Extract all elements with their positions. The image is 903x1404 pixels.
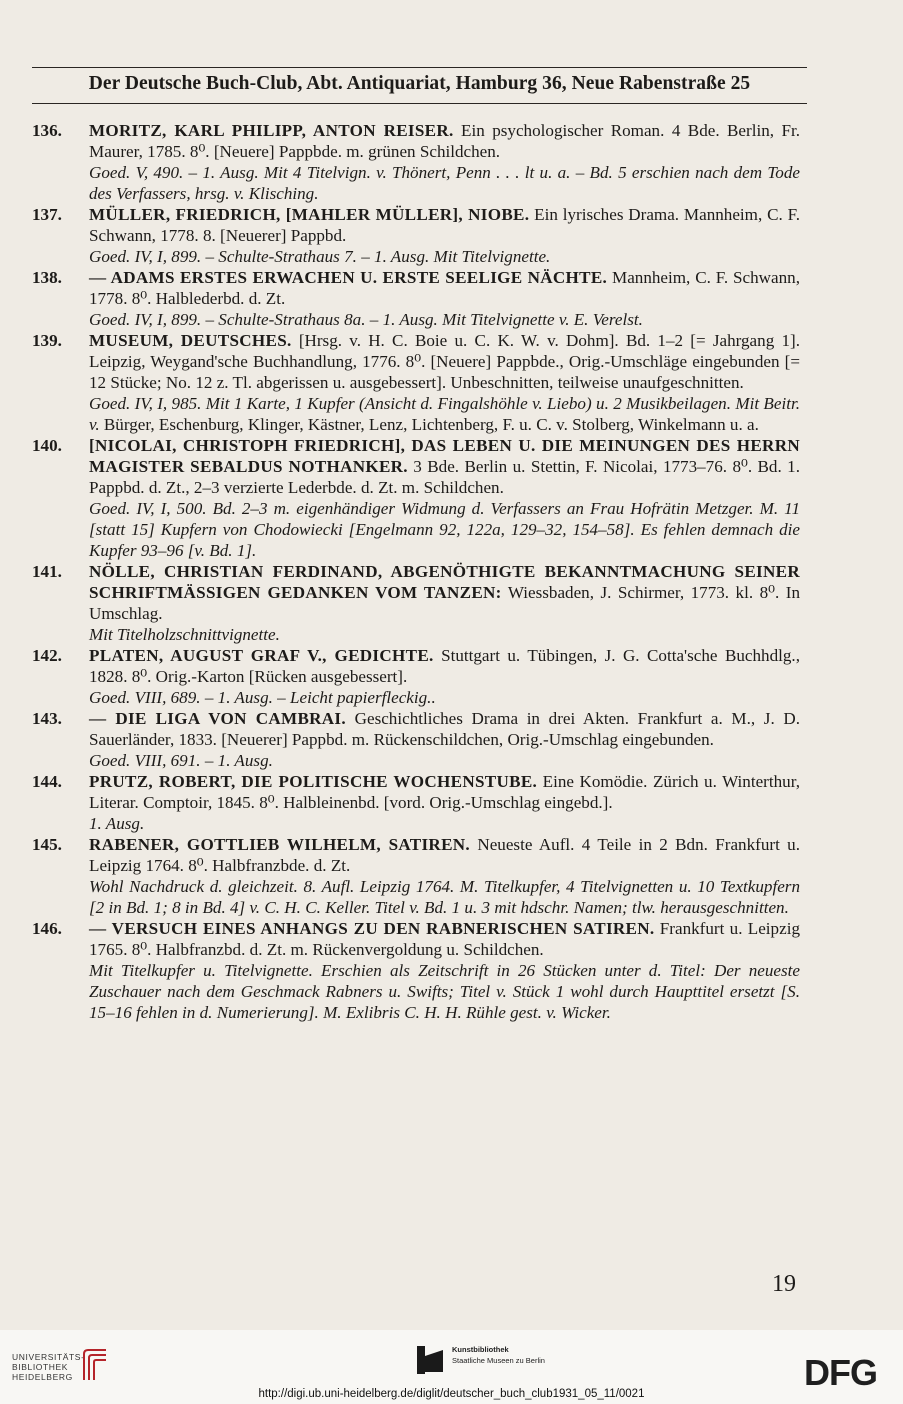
entry-note: Wohl Nachdruck d. gleichzeit. 8. Aufl. Leipzig 1764. M. Titelkupfer, 4 Titelvignetten u. 10 Textkupfern [2 in Bd. 1; 8 in Bd. 4] v. C. H. C. Keller. Titel v. Bd. 1 u. 3 mit hdschr. Namen; tlw. herausgeschnitten. xyxy=(89,877,800,917)
catalog-entry xyxy=(32,834,800,918)
catalog-entry xyxy=(32,330,800,435)
catalog-entry xyxy=(32,204,800,267)
entry-number: 140. xyxy=(32,436,62,455)
entry-number: 137. xyxy=(32,205,62,224)
entry-description: Neueste Aufl. 4 Teile in 2 Bdn. Frankfurt u. Leipzig 1764. 8⁰. Halbfranzbde. d. Zt. xyxy=(89,835,800,875)
catalog-entry xyxy=(32,771,800,834)
entry-note: Goed. IV, I, 500. Bd. 2–3 m. eigenhändiger Widmung d. Verfassers an Frau Hofrätin Metzger. M. 11 [statt 15] Kupfern von Chodowiecki [Engelmann 92, 122a, 129–32, 154–58]. Es fehlen demnach die Kupfer 93–96 [v. Bd. 1]. xyxy=(89,499,800,560)
catalog-entry xyxy=(32,918,800,1023)
entry-note: Goed. VIII, 691. – 1. Ausg. xyxy=(89,751,273,770)
running-header: Der Deutsche Buch-Club, Abt. Antiquariat, Hamburg 36, Neue Rabenstraße 25 xyxy=(88,73,751,94)
entry-number: 136. xyxy=(32,121,62,140)
entry-heading: — DIE LIGA VON CAMBRAI. xyxy=(89,709,346,728)
entry-note: Goed. IV, I, 899. – Schulte-Strathaus 8a. – 1. Ausg. Mit Titelvignette v. E. Verelst. xyxy=(89,310,643,329)
catalog-entry xyxy=(32,708,800,771)
entry-heading: MUSEUM, DEUTSCHES. xyxy=(89,331,292,350)
entry-number: 141. xyxy=(32,562,62,581)
entry-note: Mit Titelholzschnittvignette. xyxy=(89,625,280,644)
dfg-logo: DFG xyxy=(804,1352,877,1393)
catalog-entry xyxy=(32,435,800,561)
entry-description: Wiessbaden, J. Schirmer, 1773. kl. 8⁰. In Umschlag. xyxy=(89,583,800,623)
entry-heading: [NICOLAI, CHRISTOPH FRIEDRICH], DAS LEBEN U. DIE MEINUNGEN DES HERRN MAGISTER SEBALDUS NOTHANKER. xyxy=(89,436,800,476)
entry-number: 138. xyxy=(32,268,62,287)
entry-number: 143. xyxy=(32,709,62,728)
source-url[interactable]: http://digi.ub.uni-heidelberg.de/diglit/deutscher_buch_club1931_05_11/0021 xyxy=(258,1388,645,1400)
entry-description: Eine Komödie. Zürich u. Winterthur, Literar. Comptoir, 1845. 8⁰. Halbleinenbd. [vord. Orig.-Umschlag eingebd.]. xyxy=(89,772,800,812)
entry-heading: MÜLLER, FRIEDRICH, [MAHLER MÜLLER], NIOBE. xyxy=(89,205,530,224)
digitization-footer xyxy=(0,1330,903,1404)
entry-description: Mannheim, C. F. Schwann, 1778. 8⁰. Halblederbd. d. Zt. xyxy=(89,268,800,308)
entry-number: 142. xyxy=(32,646,62,665)
entry-heading: PLATEN, AUGUST GRAF V., GEDICHTE. xyxy=(89,646,434,665)
entry-number: 139. xyxy=(32,331,62,350)
kunstbibliothek-logo-icon xyxy=(415,1342,447,1378)
entry-description: Frankfurt u. Leipzig 1765. 8⁰. Halbfranzbd. d. Zt. m. Rückenvergoldung u. Schildchen. xyxy=(89,919,800,959)
entry-number: 144. xyxy=(32,772,62,791)
entry-note: Goed. VIII, 689. – 1. Ausg. – Leicht papierfleckig.. xyxy=(89,688,436,707)
kunstbibliothek-label: Kunstbibliothek Staatliche Museen zu Berlin xyxy=(452,1345,545,1365)
entry-description: Geschichtliches Drama in drei Akten. Frankfurt a. M., J. D. Sauerländer, 1833. [Neuerer] Pappbd. m. Rückenschildchen, Orig.-Umschlag eingebunden. xyxy=(89,709,800,749)
entry-description: Ein psychologischer Roman. 4 Bde. Berlin, Fr. Maurer, 1785. 8⁰. [Neuere] Pappbde. m. grünen Schildchen. xyxy=(89,121,800,161)
entry-description: [Hrsg. v. H. C. Boie u. C. K. W. v. Dohm]. Bd. 1–2 [= Jahrgang 1]. Leipzig, Weygand'sche Buchhandlung, 1776. 8⁰. [Neuere] Pappbde., Orig.-Umschläge eingebunden [= 12 Stücke; No. 12 z. Tl. abgerissen u. ausgebessert]. Unbeschnitten, teilweise unaufgeschnitten. xyxy=(89,331,800,392)
entry-note: Goed. V, 490. – 1. Ausg. Mit 4 Titelvign. v. Thönert, Penn . . . lt u. a. – Bd. 5 erschien nach dem Tode des Verfassers, hrsg. v. Klisching. xyxy=(89,163,800,203)
entry-number: 145. xyxy=(32,835,62,854)
entry-note: 1. Ausg. xyxy=(89,814,145,833)
entry-description: Ein lyrisches Drama. Mannheim, C. F. Schwann, 1778. 8. [Neuerer] Pappbd. xyxy=(89,205,800,245)
entry-note-contributors: Bürger, Eschenburg, Klinger, Kästner, Lenz, Lichtenberg, F. u. C. v. Stolberg, Winkelmann u. a. xyxy=(103,415,759,434)
entry-note: Mit Titelkupfer u. Titelvignette. Erschien als Zeitschrift in 26 Stücken unter d. Titel: Der neueste Zuschauer nach dem Geschmack Rabners u. Swifts; Titel v. Stück 1 wohl durch Haupttitel ersetzt [S. 15–16 fehlen in d. Numerierung]. M. Exlibris C. H. H. Rühle gest. v. Wicker. xyxy=(89,961,800,1022)
entry-description: 3 Bde. Berlin u. Stettin, F. Nicolai, 1773–76. 8⁰. Bd. 1. Pappbd. d. Zt., 2–3 verzierte Lederbde. d. Zt. m. Schildchen. xyxy=(89,457,800,497)
entry-note: Goed. IV, I, 985. Mit 1 Karte, 1 Kupfer (Ansicht d. Fingalshöhle v. Liebo) u. 2 Musikbeilagen. Mit Beitr. v. xyxy=(89,394,800,434)
entry-description: Stuttgart u. Tübingen, J. G. Cotta'sche Buchhdlg., 1828. 8⁰. Orig.-Karton [Rücken ausgebessert]. xyxy=(89,646,800,686)
entry-heading: PRUTZ, ROBERT, DIE POLITISCHE WOCHENSTUBE. xyxy=(89,772,538,791)
catalog-entry xyxy=(32,645,800,708)
catalog-entry xyxy=(32,120,800,204)
catalog-entry xyxy=(32,561,800,645)
ub-heidelberg-logo-text: UNIVERSITÄTS- BIBLIOTHEK HEIDELBERG xyxy=(12,1352,85,1382)
entry-heading: RABENER, GOTTLIEB WILHELM, SATIREN. xyxy=(89,835,470,854)
entry-heading: NÖLLE, CHRISTIAN FERDINAND, ABGENÖTHIGTE BEKANNTMACHUNG SEINER SCHRIFTMÄSSIGEN GEDANKEN VOM TANZEN: xyxy=(89,562,800,602)
entry-note: Goed. IV, I, 899. – Schulte-Strathaus 7. – 1. Ausg. Mit Titelvignette. xyxy=(89,247,551,266)
catalog-entry xyxy=(32,267,800,330)
ub-heidelberg-mark-icon xyxy=(80,1348,110,1382)
page-number: 19 xyxy=(772,1271,796,1297)
entry-heading: — ADAMS ERSTES ERWACHEN U. ERSTE SEELIGE NÄCHTE. xyxy=(89,268,608,287)
entry-number: 146. xyxy=(32,919,62,938)
header-rule-bottom xyxy=(32,103,807,104)
entry-heading: — VERSUCH EINES ANHANGS ZU DEN RABNERISCHEN SATIREN. xyxy=(89,919,655,938)
entry-heading: MORITZ, KARL PHILIPP, ANTON REISER. xyxy=(89,121,454,140)
header-rule-top xyxy=(32,67,807,68)
entry-list xyxy=(32,120,800,1023)
